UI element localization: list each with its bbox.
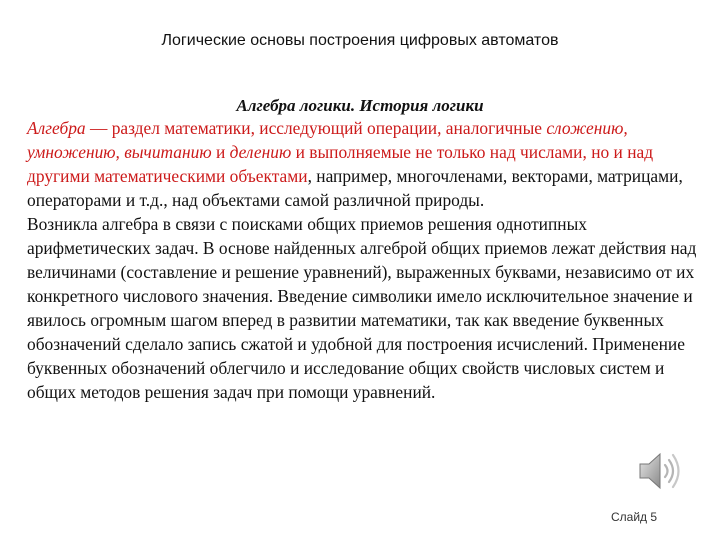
speaker-icon[interactable] bbox=[636, 448, 682, 494]
slide-heading: Алгебра логики. История логики bbox=[236, 96, 484, 115]
connector-and: и bbox=[211, 142, 230, 162]
term-algebra: Алгебра bbox=[27, 118, 86, 138]
paragraph-history: Возникла алгебра в связи с поисками общих приемов решения однотипных арифметических задач. В основе найденных алгеброй общих приемов лежат действия над величинами (составление и решение уравнений), выраженных буквами, независимо от их конкретного числового значения. Введение символики имело исключительное значение и явилось огромным шагом вперед в развитии математики, так как введение буквенных обозначений сделало запись сжатой и удобной для построения исчислений. Применение буквенных обозначений облегчило и исследование общих свойств числовых систем и общих методов решения задач при помощи уравнений. bbox=[27, 214, 697, 402]
slide-number: Слайд 5 bbox=[611, 510, 658, 524]
operations-list: сложению, умножению, вычитанию bbox=[27, 118, 628, 162]
operation-division: делению bbox=[229, 142, 292, 162]
slide-body bbox=[27, 116, 699, 404]
definition-end: и выполняемые не только над числами, но и над другими математическими объектами bbox=[27, 142, 654, 186]
slide-header: Логические основы построения цифровых автоматов bbox=[161, 32, 559, 49]
definition-rest: , например, многочленами, векторами, матрицами, операторами и т.д., над объектами самой различной природы. bbox=[27, 166, 683, 210]
paragraph-definition bbox=[27, 116, 699, 212]
definition-start: — раздел математики, исследующий операции, аналогичные bbox=[85, 118, 547, 138]
